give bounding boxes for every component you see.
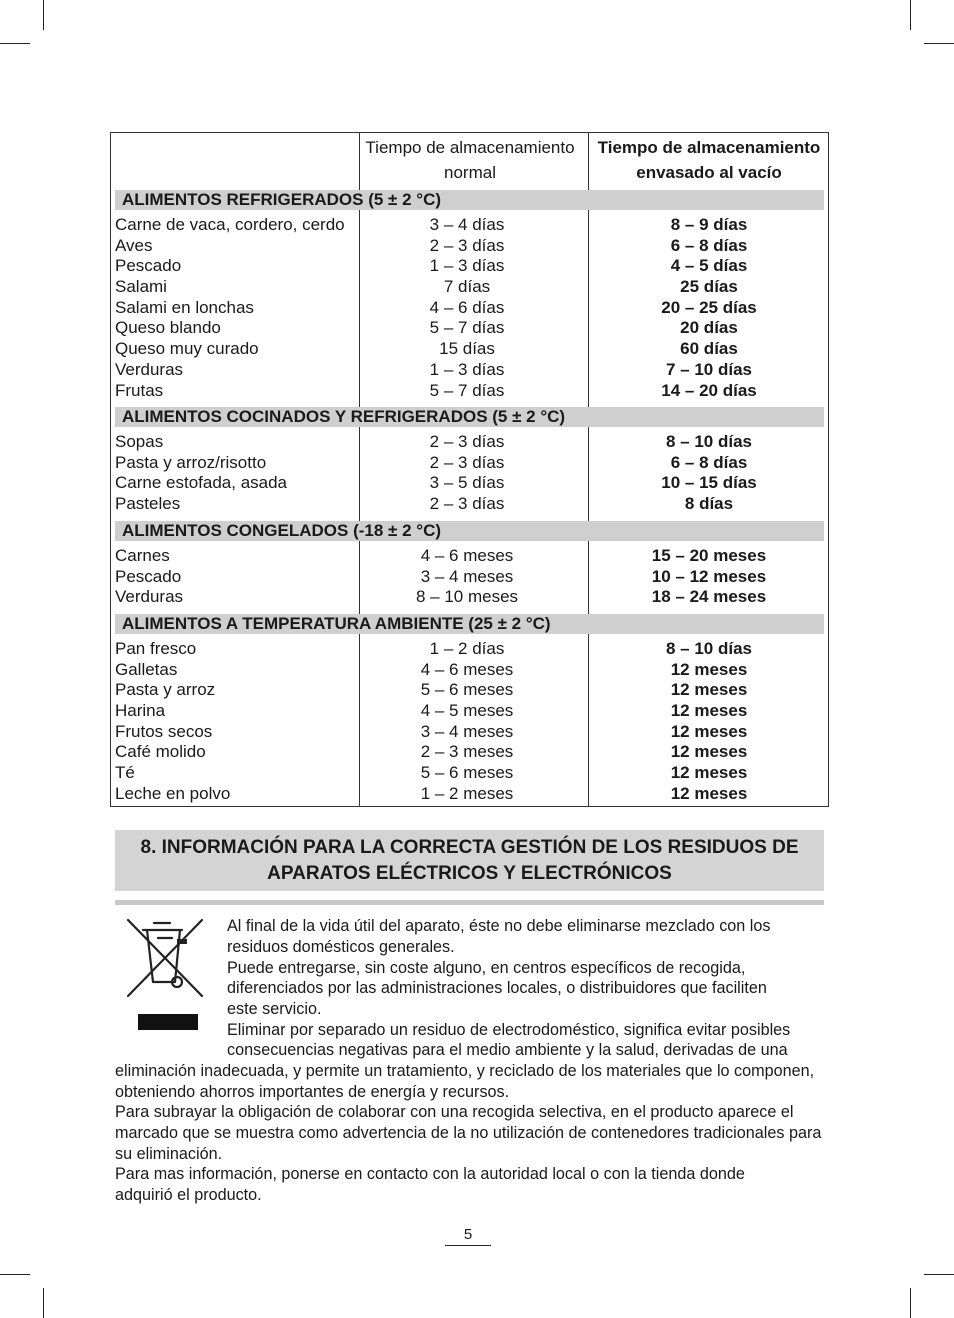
table-row: Sopas 2 – 3 días 8 – 10 días bbox=[115, 432, 752, 451]
section-divider bbox=[115, 900, 824, 905]
table-row: Frutas 5 – 7 días 14 – 20 días bbox=[115, 380, 757, 400]
paragraph-line: su eliminación. bbox=[115, 1145, 223, 1163]
table-row: Carne estofada, asada 3 – 5 días 10 – 15 días bbox=[115, 473, 757, 493]
storage-time-table bbox=[110, 132, 829, 807]
paragraph-line: residuos domésticos generales. bbox=[227, 938, 455, 956]
table-row: Leche en polvo 1 – 2 meses 12 meses bbox=[115, 783, 748, 803]
table-row: Salami 7 días 25 días bbox=[115, 277, 738, 297]
table-row: Café molido 2 – 3 meses 12 meses bbox=[115, 742, 748, 762]
page-number-underline bbox=[445, 1245, 491, 1246]
paragraph-line: consecuencias negativas para el medio ambiente y la salud, derivadas de una bbox=[227, 1041, 788, 1059]
table-row: Verduras 1 – 3 días 7 – 10 días bbox=[115, 359, 752, 379]
table-row: Té 5 – 6 meses 12 meses bbox=[115, 763, 748, 783]
crop-mark bbox=[910, 0, 911, 30]
section-rows-refrigerated bbox=[111, 215, 828, 401]
section-rows-cooked-refrigerated bbox=[111, 432, 828, 515]
section-header-room-temperature: ALIMENTOS A TEMPERATURA AMBIENTE (25 ± 2 °C) bbox=[115, 614, 824, 634]
table-row: Queso muy curado 15 días 60 días bbox=[115, 339, 738, 359]
page-number: 5 bbox=[463, 1226, 473, 1243]
table-row: Queso blando 5 – 7 días 20 días bbox=[115, 318, 738, 338]
paragraph-line: Para subrayar la obligación de colaborar con una recogida selectiva, en el producto aparece el bbox=[115, 1103, 794, 1121]
crop-mark bbox=[910, 1288, 911, 1318]
paragraph-line: Al final de la vida útil del aparato, éste no debe eliminarse mezclado con los bbox=[227, 917, 771, 935]
crop-mark bbox=[0, 1274, 30, 1275]
paragraph-line: obteniendo ahorros importantes de energía y recursos. bbox=[115, 1083, 510, 1101]
table-row: Pasteles 2 – 3 días 8 días bbox=[115, 494, 734, 514]
table-row: Carnes 4 – 6 meses 15 – 20 meses bbox=[115, 546, 767, 565]
header-normal-storage: Tiempo de almacenamiento normal bbox=[365, 138, 575, 182]
table-row: Harina 4 – 5 meses 12 meses bbox=[115, 701, 748, 721]
paragraph-line: marcado que se muestra como advertencia de la no utilización de contenedores tradicionales para bbox=[115, 1124, 822, 1142]
crossed-out-wheelie-bin-icon bbox=[124, 916, 208, 1032]
paragraph-line: este servicio. bbox=[227, 1000, 322, 1018]
paragraph-line: Puede entregarse, sin coste alguno, en centros específicos de recogida, bbox=[227, 959, 746, 977]
table-row: Pescado 1 – 3 días 4 – 5 días bbox=[115, 256, 748, 276]
table-row: Frutos secos 3 – 4 meses 12 meses bbox=[115, 721, 748, 741]
section-8-heading: 8. INFORMACIÓN PARA LA CORRECTA GESTIÓN DE LOS RESIDUOS DE APARATOS ELÉCTRICOS Y ELECTRÓNICOS bbox=[115, 830, 824, 891]
table-row: Carne de vaca, cordero, cerdo 3 – 4 días 8 – 9 días bbox=[115, 215, 748, 234]
section-rows-frozen bbox=[111, 546, 828, 608]
section-header-cooked-refrigerated: ALIMENTOS COCINADOS Y REFRIGERADOS (5 ± 2 °C) bbox=[115, 407, 824, 427]
table-row: Verduras 8 – 10 meses 18 – 24 meses bbox=[115, 587, 767, 607]
section-header-frozen: ALIMENTOS CONGELADOS (-18 ± 2 °C) bbox=[115, 521, 824, 541]
table-row: Pescado 3 – 4 meses 10 – 12 meses bbox=[115, 566, 767, 586]
crop-mark bbox=[924, 43, 954, 44]
table-row: Aves 2 – 3 días 6 – 8 días bbox=[115, 235, 748, 255]
section-header-refrigerated: ALIMENTOS REFRIGERADOS (5 ± 2 °C) bbox=[115, 190, 824, 210]
paragraph-line: Eliminar por separado un residuo de electrodoméstico, significa evitar posibles bbox=[227, 1021, 791, 1039]
table-row: Pan fresco 1 – 2 días 8 – 10 días bbox=[115, 639, 752, 658]
table-row: Pasta y arroz/risotto 2 – 3 días 6 – 8 días bbox=[115, 452, 748, 472]
table-row: Galletas 4 – 6 meses 12 meses bbox=[115, 659, 748, 679]
paragraph-line: adquirió el producto. bbox=[115, 1186, 262, 1204]
header-vacuum-storage: Tiempo de almacenamiento envasado al vacío bbox=[597, 138, 821, 182]
crop-mark bbox=[43, 0, 44, 30]
crop-mark bbox=[0, 43, 30, 44]
section-rows-room-temperature bbox=[111, 639, 828, 805]
paragraph-line: Para mas información, ponerse en contacto con la autoridad local o con la tienda donde bbox=[115, 1165, 745, 1183]
table-row: Salami en lonchas 4 – 6 días 20 – 25 días bbox=[115, 297, 757, 317]
crop-mark bbox=[43, 1288, 44, 1318]
crop-mark bbox=[924, 1274, 954, 1275]
paragraph-line: eliminación inadecuada, y permite un tratamiento, y reciclado de los materiales que lo componen, bbox=[115, 1062, 815, 1080]
paragraph-line: diferenciados por las administraciones locales, o distribuidores que faciliten bbox=[227, 979, 767, 997]
table-row: Pasta y arroz 5 – 6 meses 12 meses bbox=[115, 680, 748, 700]
